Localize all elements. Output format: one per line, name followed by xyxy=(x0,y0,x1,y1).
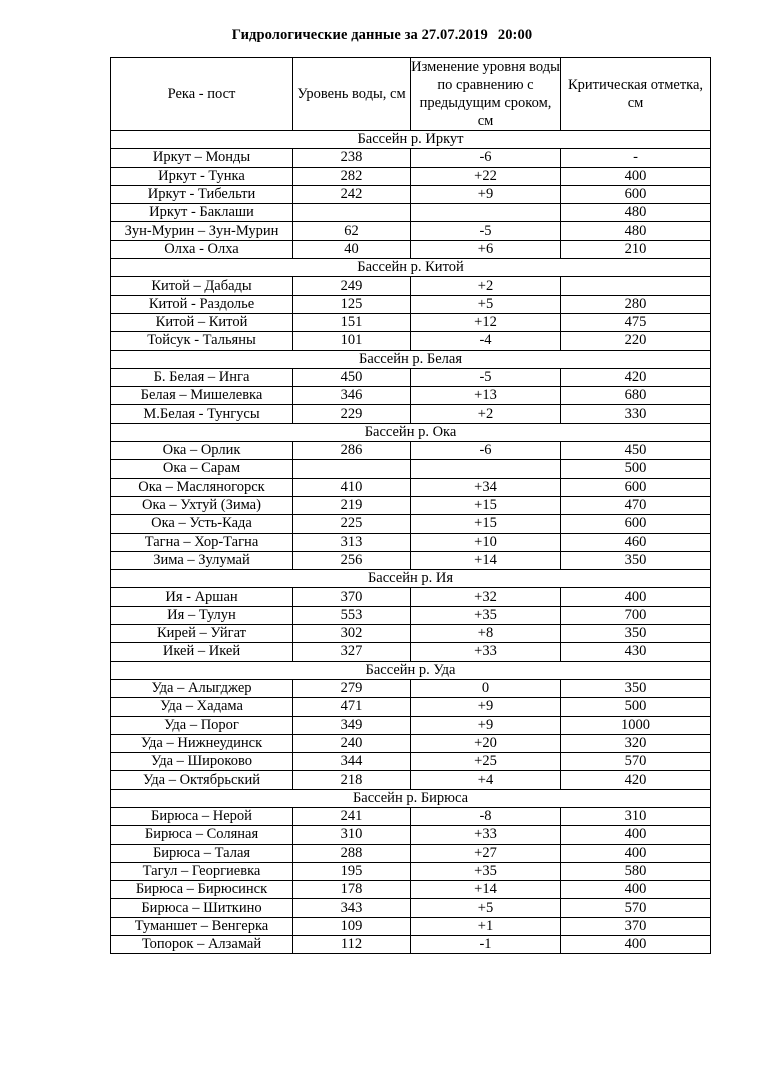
cell-critical-mark: 350 xyxy=(561,679,711,697)
cell-level-change: +34 xyxy=(411,478,561,496)
cell-water-level: 279 xyxy=(293,679,411,697)
cell-level-change: -6 xyxy=(411,442,561,460)
cell-river-post: Туманшет – Венгерка xyxy=(111,917,293,935)
table-row xyxy=(111,533,711,551)
cell-level-change: +2 xyxy=(411,405,561,423)
cell-level-change: +15 xyxy=(411,496,561,514)
cell-level-change: -6 xyxy=(411,149,561,167)
cell-level-change: +22 xyxy=(411,167,561,185)
cell-water-level: 62 xyxy=(293,222,411,240)
basin-name: Бассейн р. Ия xyxy=(111,570,711,588)
table-body xyxy=(111,131,711,954)
cell-critical-mark: 450 xyxy=(561,442,711,460)
cell-level-change: +9 xyxy=(411,716,561,734)
table-row xyxy=(111,807,711,825)
cell-critical-mark: 400 xyxy=(561,167,711,185)
cell-water-level: 288 xyxy=(293,844,411,862)
table-row xyxy=(111,936,711,954)
cell-critical-mark: 580 xyxy=(561,862,711,880)
cell-level-change: +5 xyxy=(411,899,561,917)
cell-river-post: Бирюса – Соляная xyxy=(111,826,293,844)
title-text: Гидрологические данные за 27.07.2019 xyxy=(231,27,488,43)
cell-river-post: Иркут - Тибельти xyxy=(111,185,293,203)
cell-critical-mark: 470 xyxy=(561,496,711,514)
basin-header-row xyxy=(111,423,711,441)
cell-water-level xyxy=(293,204,411,222)
basin-header-row xyxy=(111,350,711,368)
table-row xyxy=(111,222,711,240)
table-row xyxy=(111,368,711,386)
cell-level-change: -5 xyxy=(411,222,561,240)
cell-water-level: 327 xyxy=(293,643,411,661)
cell-water-level: 302 xyxy=(293,625,411,643)
cell-critical-mark: 480 xyxy=(561,222,711,240)
table-row xyxy=(111,478,711,496)
cell-critical-mark: 220 xyxy=(561,332,711,350)
basin-name: Бассейн р. Ока xyxy=(111,423,711,441)
cell-critical-mark: 420 xyxy=(561,368,711,386)
cell-river-post: Кирей – Уйгат xyxy=(111,625,293,643)
cell-water-level: 195 xyxy=(293,862,411,880)
cell-water-level: 112 xyxy=(293,936,411,954)
basin-name: Бассейн р. Белая xyxy=(111,350,711,368)
table-row xyxy=(111,862,711,880)
cell-level-change xyxy=(411,460,561,478)
cell-water-level: 256 xyxy=(293,551,411,569)
cell-river-post: Икей – Икей xyxy=(111,643,293,661)
cell-river-post: Бирюса – Бирюсинск xyxy=(111,881,293,899)
cell-river-post: Китой – Дабады xyxy=(111,277,293,295)
basin-name: Бассейн р. Китой xyxy=(111,259,711,277)
cell-river-post: Ока – Орлик xyxy=(111,442,293,460)
cell-water-level: 286 xyxy=(293,442,411,460)
table-row xyxy=(111,643,711,661)
header-river-post: Река - пост xyxy=(111,58,293,131)
cell-river-post: Тагул – Георгиевка xyxy=(111,862,293,880)
cell-water-level: 310 xyxy=(293,826,411,844)
table-row xyxy=(111,277,711,295)
cell-level-change: +25 xyxy=(411,753,561,771)
cell-critical-mark: 500 xyxy=(561,698,711,716)
table-row xyxy=(111,332,711,350)
cell-critical-mark: 370 xyxy=(561,917,711,935)
table-row xyxy=(111,515,711,533)
cell-river-post: М.Белая - Тунгусы xyxy=(111,405,293,423)
cell-river-post: Китой – Китой xyxy=(111,313,293,331)
cell-water-level: 218 xyxy=(293,771,411,789)
cell-river-post: Ока – Масляногорск xyxy=(111,478,293,496)
cell-water-level: 240 xyxy=(293,734,411,752)
basin-header-row xyxy=(111,131,711,149)
cell-river-post: Ия - Аршан xyxy=(111,588,293,606)
table-row xyxy=(111,442,711,460)
table-row xyxy=(111,387,711,405)
table-row xyxy=(111,771,711,789)
cell-critical-mark: 310 xyxy=(561,807,711,825)
cell-critical-mark: 350 xyxy=(561,551,711,569)
cell-critical-mark: 570 xyxy=(561,899,711,917)
cell-water-level: 471 xyxy=(293,698,411,716)
cell-river-post: Иркут - Баклаши xyxy=(111,204,293,222)
cell-level-change xyxy=(411,204,561,222)
cell-river-post: Ия – Тулун xyxy=(111,606,293,624)
cell-level-change: +2 xyxy=(411,277,561,295)
cell-critical-mark: 330 xyxy=(561,405,711,423)
cell-level-change: +6 xyxy=(411,240,561,258)
cell-level-change: +10 xyxy=(411,533,561,551)
cell-critical-mark: 420 xyxy=(561,771,711,789)
header-water-level: Уровень воды, см xyxy=(293,58,411,131)
table-row xyxy=(111,734,711,752)
cell-water-level: 450 xyxy=(293,368,411,386)
cell-critical-mark: 480 xyxy=(561,204,711,222)
cell-water-level: 40 xyxy=(293,240,411,258)
cell-critical-mark: 280 xyxy=(561,295,711,313)
cell-critical-mark: 570 xyxy=(561,753,711,771)
cell-critical-mark: 600 xyxy=(561,478,711,496)
cell-level-change: +33 xyxy=(411,643,561,661)
page-title xyxy=(0,27,764,44)
cell-critical-mark: 475 xyxy=(561,313,711,331)
cell-critical-mark: 460 xyxy=(561,533,711,551)
cell-water-level: 229 xyxy=(293,405,411,423)
cell-river-post: Уда – Нижнеудинск xyxy=(111,734,293,752)
table-row xyxy=(111,240,711,258)
cell-river-post: Уда – Порог xyxy=(111,716,293,734)
hydro-table xyxy=(110,57,711,954)
cell-level-change: +33 xyxy=(411,826,561,844)
cell-critical-mark: 600 xyxy=(561,185,711,203)
cell-water-level: 410 xyxy=(293,478,411,496)
cell-critical-mark: 600 xyxy=(561,515,711,533)
cell-river-post: Ока – Ухтуй (Зима) xyxy=(111,496,293,514)
cell-level-change: +27 xyxy=(411,844,561,862)
cell-river-post: Белая – Мишелевка xyxy=(111,387,293,405)
cell-critical-mark: 210 xyxy=(561,240,711,258)
cell-water-level: 349 xyxy=(293,716,411,734)
basin-name: Бассейн р. Уда xyxy=(111,661,711,679)
cell-level-change: -8 xyxy=(411,807,561,825)
header-critical-mark: Критическая отметка, см xyxy=(561,58,711,131)
cell-water-level: 344 xyxy=(293,753,411,771)
table-row xyxy=(111,679,711,697)
cell-level-change: +35 xyxy=(411,862,561,880)
table-row xyxy=(111,588,711,606)
cell-level-change: -5 xyxy=(411,368,561,386)
table-row xyxy=(111,844,711,862)
cell-water-level: 313 xyxy=(293,533,411,551)
table-row xyxy=(111,881,711,899)
cell-river-post: Иркут – Монды xyxy=(111,149,293,167)
table-row xyxy=(111,826,711,844)
table-row xyxy=(111,551,711,569)
cell-critical-mark: 680 xyxy=(561,387,711,405)
cell-river-post: Уда – Широково xyxy=(111,753,293,771)
cell-level-change: +9 xyxy=(411,185,561,203)
cell-water-level: 241 xyxy=(293,807,411,825)
cell-water-level: 249 xyxy=(293,277,411,295)
cell-level-change: +14 xyxy=(411,551,561,569)
table-row xyxy=(111,295,711,313)
title-time: 20:00 xyxy=(497,27,533,43)
cell-level-change: +14 xyxy=(411,881,561,899)
table-row xyxy=(111,405,711,423)
cell-level-change: +9 xyxy=(411,698,561,716)
cell-river-post: Тагна – Хор-Тагна xyxy=(111,533,293,551)
cell-level-change: 0 xyxy=(411,679,561,697)
basin-header-row xyxy=(111,789,711,807)
cell-level-change: +4 xyxy=(411,771,561,789)
cell-critical-mark: - xyxy=(561,149,711,167)
table-row xyxy=(111,716,711,734)
table-row xyxy=(111,185,711,203)
cell-water-level: 225 xyxy=(293,515,411,533)
cell-river-post: Ока – Усть-Када xyxy=(111,515,293,533)
cell-water-level: 219 xyxy=(293,496,411,514)
cell-water-level: 242 xyxy=(293,185,411,203)
cell-level-change: +35 xyxy=(411,606,561,624)
cell-critical-mark: 400 xyxy=(561,844,711,862)
cell-river-post: Зима – Зулумай xyxy=(111,551,293,569)
cell-water-level: 346 xyxy=(293,387,411,405)
header-row xyxy=(111,58,711,131)
cell-river-post: Уда – Октябрьский xyxy=(111,771,293,789)
cell-critical-mark: 400 xyxy=(561,881,711,899)
table-row xyxy=(111,496,711,514)
cell-river-post: Бирюса – Шиткино xyxy=(111,899,293,917)
table-row xyxy=(111,606,711,624)
cell-river-post: Тойсук - Тальяны xyxy=(111,332,293,350)
basin-header-row xyxy=(111,259,711,277)
table-row xyxy=(111,899,711,917)
cell-critical-mark: 700 xyxy=(561,606,711,624)
cell-river-post: Уда – Алыгджер xyxy=(111,679,293,697)
cell-level-change: +13 xyxy=(411,387,561,405)
table-row xyxy=(111,698,711,716)
cell-critical-mark xyxy=(561,277,711,295)
table-row xyxy=(111,625,711,643)
cell-critical-mark: 320 xyxy=(561,734,711,752)
cell-level-change: -4 xyxy=(411,332,561,350)
table-row xyxy=(111,753,711,771)
cell-water-level: 109 xyxy=(293,917,411,935)
cell-water-level xyxy=(293,460,411,478)
basin-header-row xyxy=(111,661,711,679)
cell-water-level: 238 xyxy=(293,149,411,167)
basin-name: Бассейн р. Бирюса xyxy=(111,789,711,807)
cell-critical-mark: 500 xyxy=(561,460,711,478)
table-row xyxy=(111,460,711,478)
basin-name: Бассейн р. Иркут xyxy=(111,131,711,149)
cell-water-level: 101 xyxy=(293,332,411,350)
cell-water-level: 553 xyxy=(293,606,411,624)
cell-water-level: 343 xyxy=(293,899,411,917)
cell-level-change: +12 xyxy=(411,313,561,331)
cell-critical-mark: 1000 xyxy=(561,716,711,734)
cell-critical-mark: 400 xyxy=(561,826,711,844)
table-row xyxy=(111,204,711,222)
cell-water-level: 178 xyxy=(293,881,411,899)
table-row xyxy=(111,149,711,167)
cell-critical-mark: 430 xyxy=(561,643,711,661)
cell-level-change: -1 xyxy=(411,936,561,954)
cell-water-level: 282 xyxy=(293,167,411,185)
cell-level-change: +8 xyxy=(411,625,561,643)
cell-river-post: Китой - Раздолье xyxy=(111,295,293,313)
cell-river-post: Бирюса – Талая xyxy=(111,844,293,862)
cell-level-change: +1 xyxy=(411,917,561,935)
cell-river-post: Ока – Сарам xyxy=(111,460,293,478)
header-level-change: Изменение уровня воды по сравнению с предыдущим сроком, см xyxy=(411,59,560,129)
cell-river-post: Топорок – Алзамай xyxy=(111,936,293,954)
cell-level-change: +32 xyxy=(411,588,561,606)
cell-river-post: Иркут - Тунка xyxy=(111,167,293,185)
table-row xyxy=(111,313,711,331)
cell-critical-mark: 400 xyxy=(561,936,711,954)
cell-critical-mark: 400 xyxy=(561,588,711,606)
cell-river-post: Б. Белая – Инга xyxy=(111,368,293,386)
table-row xyxy=(111,917,711,935)
basin-header-row xyxy=(111,570,711,588)
table-row xyxy=(111,167,711,185)
cell-critical-mark: 350 xyxy=(561,625,711,643)
cell-river-post: Олха - Олха xyxy=(111,240,293,258)
cell-water-level: 125 xyxy=(293,295,411,313)
cell-level-change: +15 xyxy=(411,515,561,533)
cell-river-post: Уда – Хадама xyxy=(111,698,293,716)
cell-water-level: 151 xyxy=(293,313,411,331)
cell-river-post: Бирюса – Нерой xyxy=(111,807,293,825)
cell-river-post: Зун-Мурин – Зун-Мурин xyxy=(111,222,293,240)
cell-water-level: 370 xyxy=(293,588,411,606)
cell-level-change: +5 xyxy=(411,295,561,313)
cell-level-change: +20 xyxy=(411,734,561,752)
